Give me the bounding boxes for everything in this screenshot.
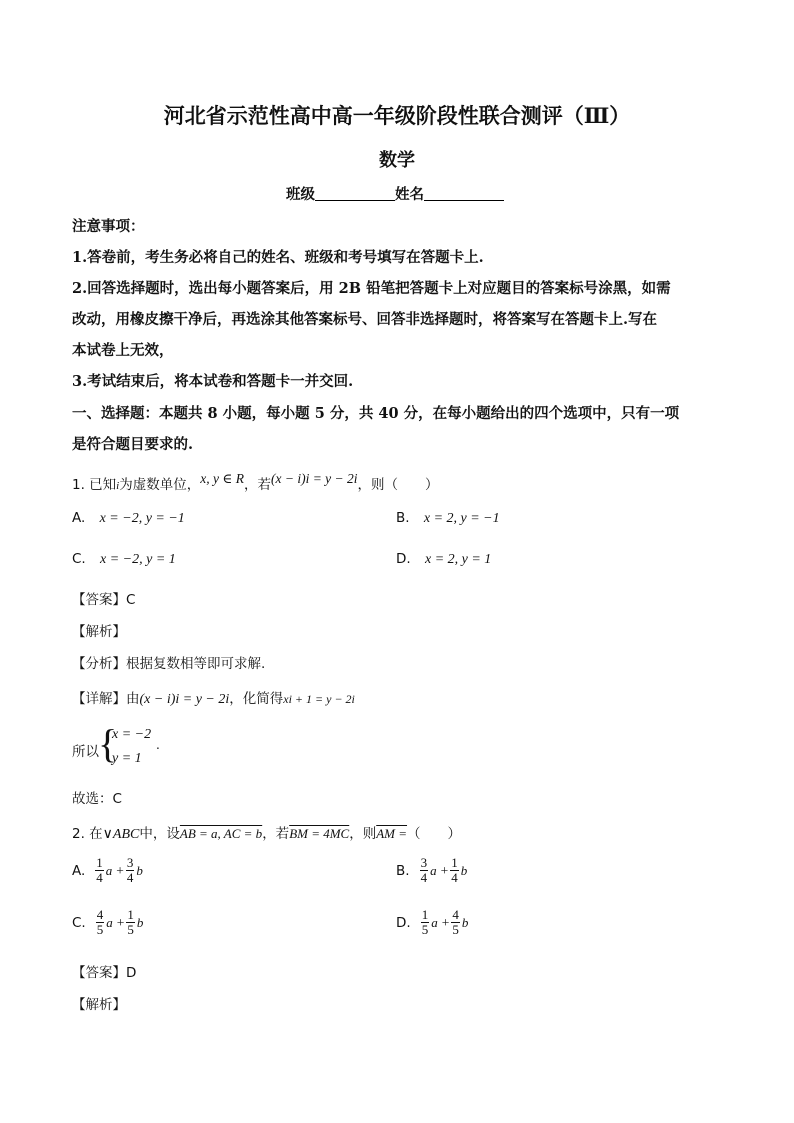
vector-a: a <box>430 862 437 878</box>
q1-option-a[interactable] <box>72 510 185 527</box>
vector-b: b <box>460 862 468 878</box>
q1-fenxi <box>72 652 265 672</box>
q1-analysis-tag: 【解析】 <box>72 624 126 640</box>
vector-b: b <box>136 914 144 930</box>
q2-vector-relation: BM = 4MC <box>289 826 350 841</box>
section-1-line-2: 是符合题目要求的. <box>72 436 194 453</box>
section-1-line-1: 一、选择题：本题共 8 小题，每小题 5 分，共 40 分，在每小题给出的四个选项中，只有一项 <box>72 405 680 422</box>
fraction: $\frac{1}{4}$ <box>96 855 103 885</box>
q1-condition: x, y ∈ R <box>200 471 244 486</box>
detail-text-a: 由 <box>126 691 140 707</box>
q1-text-d: ，则（ ） <box>357 477 439 493</box>
q1-detail <box>72 687 355 708</box>
fenxi-text: 根据复数相等即可求解. <box>126 656 266 672</box>
system-line-1: x = −2 <box>112 727 152 742</box>
system-end: . <box>156 738 160 752</box>
fraction: $\frac{1}{4}$ <box>451 855 458 885</box>
plus-sign: + <box>440 862 449 878</box>
answer-value: D <box>126 965 137 981</box>
q2-option-c[interactable] <box>72 908 145 937</box>
notes-heading: 注意事项： <box>72 218 145 235</box>
plus-sign: + <box>116 862 124 878</box>
q2-option-b[interactable] <box>396 856 469 885</box>
fraction: $\frac{3}{4}$ <box>126 855 134 885</box>
class-label: 班级 <box>286 186 315 203</box>
option-value: x = 2, y = −1 <box>423 511 500 526</box>
q2-option-d[interactable] <box>396 908 470 937</box>
q2-text-e: （ ） <box>407 826 462 842</box>
fraction: $\frac{1}{5}$ <box>421 907 429 937</box>
detail-text-b: ，化简得 <box>229 691 284 707</box>
detail-tag: 【详解】 <box>72 691 126 707</box>
vector-a: a <box>431 914 438 930</box>
question-1-stem <box>72 473 439 493</box>
option-label: C. <box>72 914 86 931</box>
vector-b: b <box>461 914 469 930</box>
plus-sign: + <box>441 914 450 930</box>
q1-option-c[interactable] <box>72 551 176 568</box>
option-value: x = 2, y = 1 <box>424 552 492 567</box>
option-value: x = −2, y = −1 <box>99 511 185 526</box>
option-label: A. <box>72 510 86 526</box>
answer-tag: 【答案】 <box>72 965 126 981</box>
class-blank <box>315 186 395 201</box>
q2-answer <box>72 961 136 981</box>
q1-choose: 故选：C <box>72 791 122 807</box>
note-item-3: 3.考试结束后，将本试卷和答题卡一并交回. <box>72 373 354 390</box>
q2-option-a[interactable] <box>72 856 145 885</box>
q2-target-vector: AM = <box>376 826 408 841</box>
q1-text-c: ，若 <box>243 477 271 493</box>
q2-vectors: AB = a, AC = b <box>179 826 263 841</box>
question-2-stem <box>72 822 461 843</box>
q2-text-c: ，若 <box>262 826 290 842</box>
fraction: $\frac{1}{5}$ <box>127 907 134 937</box>
student-info-line <box>286 183 504 204</box>
vector-b: b <box>136 862 143 878</box>
option-label: A. <box>72 862 86 879</box>
fraction: $\frac{3}{4}$ <box>420 855 428 885</box>
q1-answer <box>72 588 135 608</box>
option-label: B. <box>396 510 410 526</box>
answer-value: C <box>126 592 136 608</box>
q1-so-label: 所以 <box>72 744 99 760</box>
name-blank <box>424 186 504 201</box>
q2-text-d: ，则 <box>349 826 377 842</box>
answer-tag: 【答案】 <box>72 592 126 608</box>
fenxi-tag: 【分析】 <box>72 656 126 672</box>
option-value: x = −2, y = 1 <box>100 552 176 567</box>
q1-option-d[interactable] <box>396 551 491 568</box>
vector-a: a <box>106 914 113 930</box>
q2-analysis-tag: 【解析】 <box>72 997 126 1013</box>
plus-sign: + <box>116 914 125 930</box>
vector-a: a <box>105 862 113 878</box>
fraction: $\frac{4}{5}$ <box>452 907 459 937</box>
q1-text-a: 1. 已知 <box>72 477 117 493</box>
left-brace: { <box>98 721 118 766</box>
option-label: D. <box>396 551 411 567</box>
note-item-1: 1.答卷前，考生务必将自己的姓名、班级和考号填写在答题卡上. <box>72 249 484 266</box>
detail-equation-2: xi + 1 = y − 2i <box>283 692 355 706</box>
name-label: 姓名 <box>395 186 424 203</box>
system-line-2: y = 1 <box>112 751 142 766</box>
q2-text-a: 2. 在 <box>72 826 103 842</box>
option-label: B. <box>396 862 410 879</box>
option-label: C. <box>72 551 86 567</box>
page-title: 河北省示范性高中高一年级阶段性联合测评（Ⅲ） <box>163 103 631 128</box>
q1-equation: (x − i)i = y − 2i <box>270 471 358 486</box>
fraction: $\frac{4}{5}$ <box>96 907 104 937</box>
q1-i-symbol: i <box>116 480 120 492</box>
option-label: D. <box>396 914 411 931</box>
q2-triangle: ∨ABC <box>102 827 140 842</box>
detail-equation-1: (x − i)i = y − 2i <box>139 692 230 707</box>
q1-text-b: 为虚数单位， <box>119 477 201 493</box>
note-item-2-line-1: 2.回答选择题时，选出每小题答案后，用 2B 铅笔把答题卡上对应题目的答案标号涂黑，如需 <box>72 280 671 297</box>
q1-option-b[interactable] <box>396 510 500 527</box>
note-item-2-line-2: 改动，用橡皮擦干净后，再选涂其他答案标号、回答非选择题时，将答案写在答题卡上.写在 <box>72 311 658 328</box>
subject-title: 数学 <box>379 150 415 171</box>
q2-text-b: 中，设 <box>139 826 180 842</box>
note-item-2-line-3: 本试卷上无效， <box>72 342 174 359</box>
